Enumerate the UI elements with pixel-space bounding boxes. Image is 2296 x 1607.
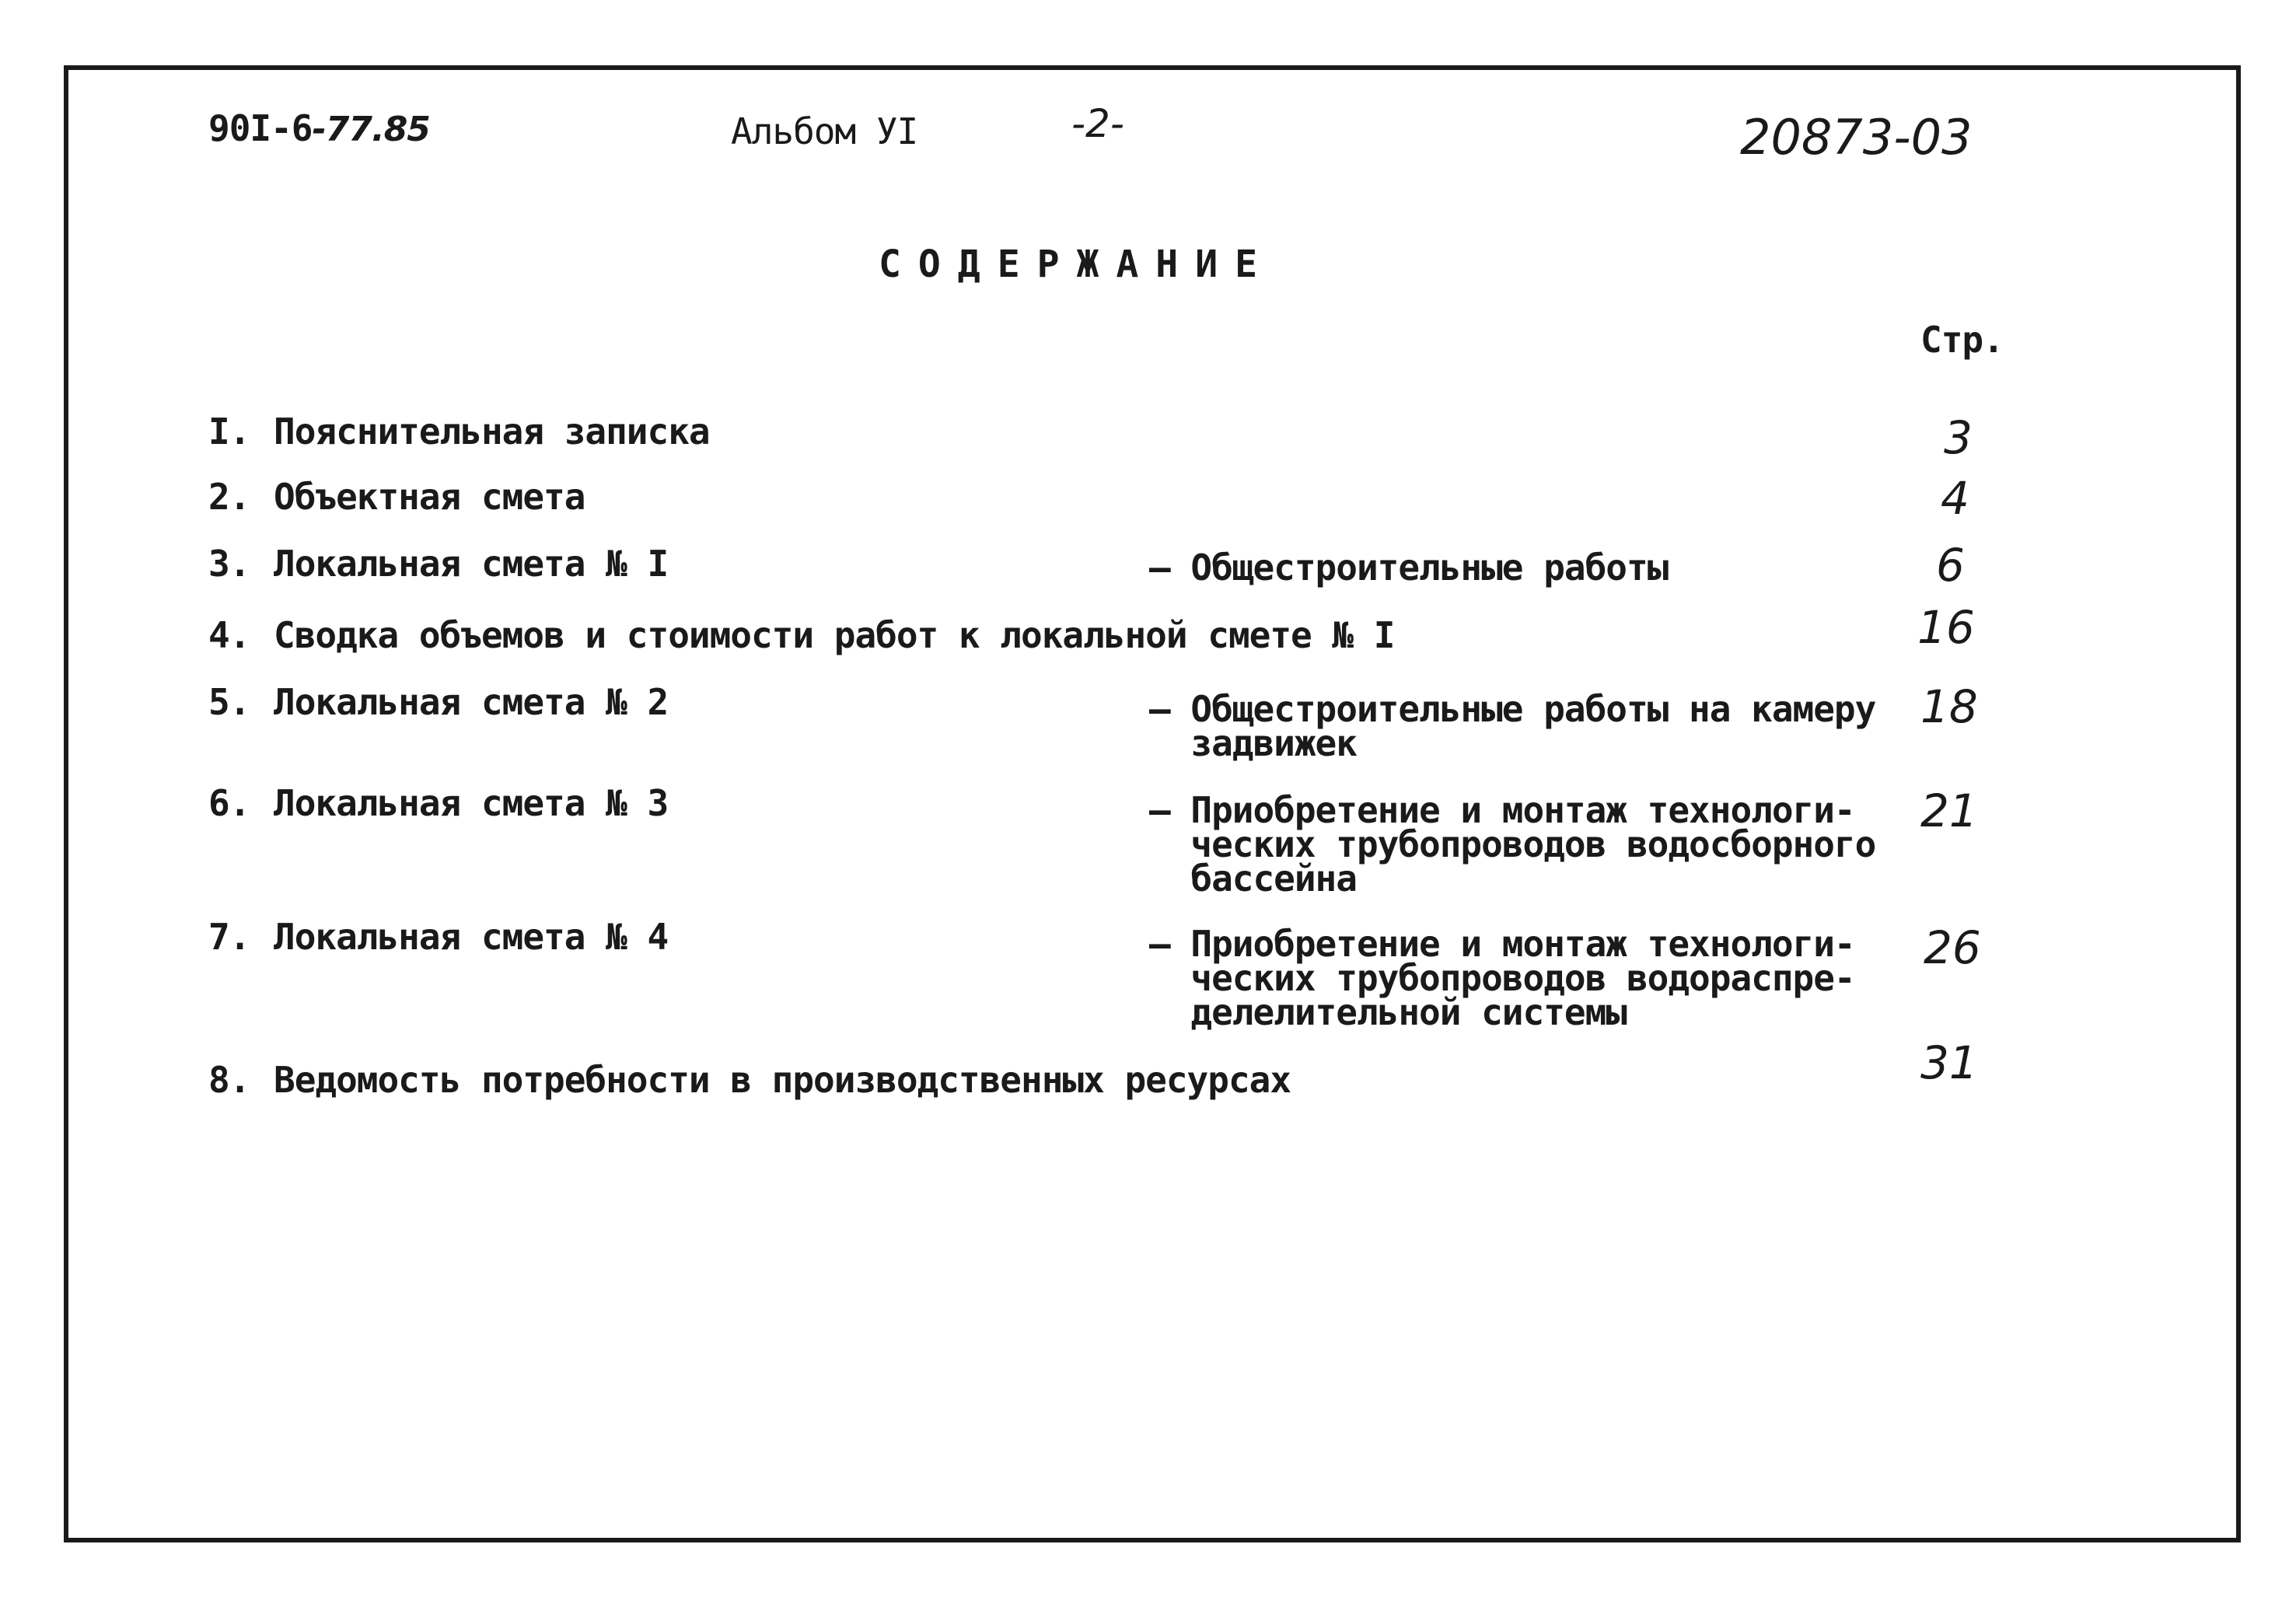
album-label: Альбом УI [731, 110, 918, 152]
toc-item-title: Сводка объемов и стоимости работ к локальной смете № I [274, 614, 1395, 656]
toc-item-page: 31 [1920, 1036, 1978, 1089]
toc-item-title: Локальная смета № I [274, 543, 669, 585]
toc-item-page: 4 [1941, 472, 1969, 525]
toc-item-page: 16 [1917, 601, 1975, 654]
page-column-label: Стр. [1920, 319, 2004, 361]
toc-item-5 [208, 681, 669, 723]
toc-item-number: I. [208, 410, 250, 452]
toc-item-title: Объектная смета [274, 476, 585, 518]
toc-item-title: Ведомость потребности в производственных ресурсах [274, 1059, 1291, 1101]
series-code-handwritten: -77.85 [312, 110, 430, 149]
toc-item-page: 21 [1920, 784, 1978, 837]
toc-item-title: Локальная смета № 4 [274, 916, 669, 958]
toc-item-2 [208, 476, 585, 518]
toc-item-page: 3 [1944, 411, 1973, 464]
toc-item-number: 6. [208, 782, 250, 824]
document-code: 20873-03 [1740, 109, 1973, 166]
toc-item-description: – Приобретение и монтаж технологи- ческих трубопроводов водосборного бассейна [1149, 789, 1876, 900]
page-number: -2- [1071, 101, 1124, 146]
page-title: СОДЕРЖАНИЕ [879, 243, 1274, 286]
toc-item-1 [208, 410, 710, 452]
toc-item-description: – Приобретение и монтаж технологи- ческих трубопроводов водораспре- делелительной системы [1149, 923, 1855, 1033]
toc-item-number: 7. [208, 916, 250, 958]
toc-item-number: 3. [208, 543, 250, 585]
toc-item-7 [208, 916, 669, 958]
toc-item-3 [208, 543, 669, 585]
toc-item-6 [208, 782, 669, 824]
toc-item-title: Локальная смета № 3 [274, 782, 669, 824]
toc-item-number: 8. [208, 1059, 250, 1101]
toc-item-page: 26 [1924, 921, 1981, 974]
toc-item-page: 18 [1920, 680, 1978, 733]
toc-item-title: Пояснительная записка [274, 410, 710, 452]
toc-item-8 [208, 1059, 1291, 1101]
toc-item-title: Локальная смета № 2 [274, 681, 669, 723]
toc-item-description: – Общестроительные работы на камеру задвижек [1149, 688, 1876, 764]
series-code [208, 107, 430, 149]
toc-item-description: – Общестроительные работы [1149, 547, 1669, 589]
series-code-typed: 90I-6 [208, 107, 313, 149]
toc-item-page: 6 [1936, 539, 1965, 592]
toc-item-4 [208, 614, 1395, 656]
toc-item-number: 4. [208, 614, 250, 656]
toc-item-number: 5. [208, 681, 250, 723]
toc-item-number: 2. [208, 476, 250, 518]
